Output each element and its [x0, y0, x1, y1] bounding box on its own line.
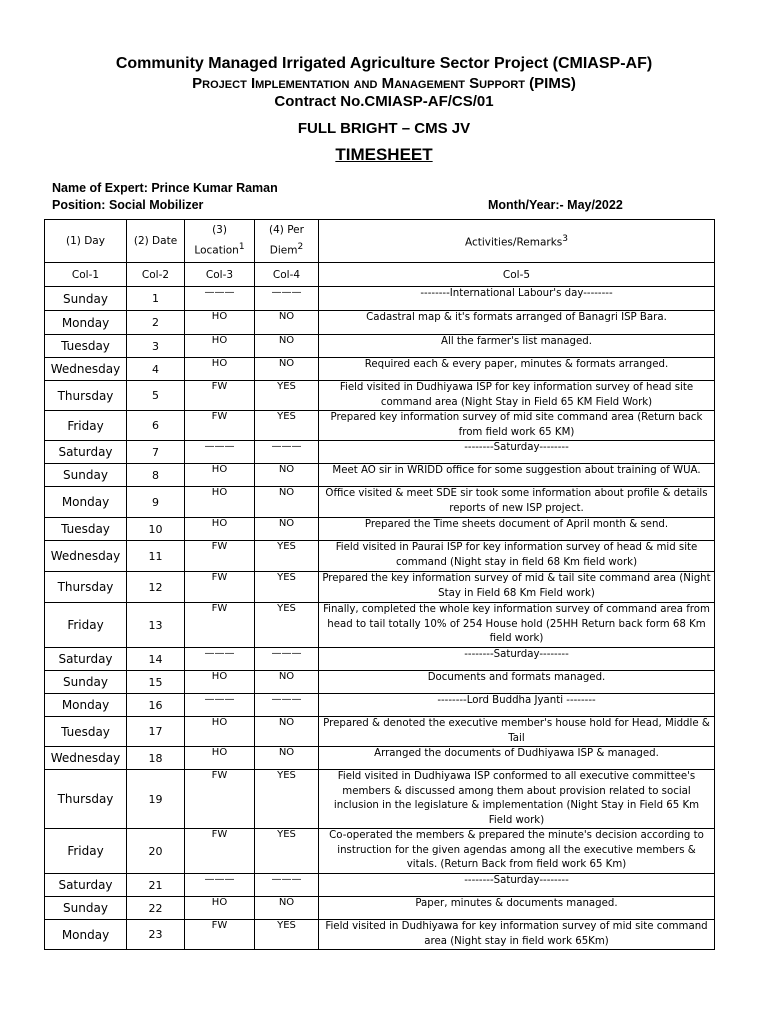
header-day: (1) Day: [45, 220, 127, 263]
activity-cell: Field visited in Dudhiyawa ISP for key information survey of head site command area (Night Stay in Field 65 KM Field Work): [319, 381, 715, 411]
activity-cell: Office visited & meet SDE sir took some information about profile & details reports of new ISP project.: [319, 487, 715, 518]
activity-cell: Field visited in Dudhiyawa for key information survey of mid site command area (Night stay in field work 65Km): [319, 920, 715, 950]
activity-cell: Prepared the key information survey of mid & tail site command area (Night Stay in Field 68 Km Field work): [319, 572, 715, 603]
activity-cell: All the farmer's list managed.: [319, 335, 715, 358]
table-row: [45, 335, 715, 358]
day-cell: Monday: [45, 694, 127, 717]
per-diem-cell: NO: [255, 311, 319, 335]
activity-cell: Prepared key information survey of mid site command area (Return back from field work 65 KM): [319, 411, 715, 441]
location-cell: HO: [185, 358, 255, 381]
table-row: [45, 381, 715, 411]
date-cell: 20: [127, 829, 185, 874]
month-year: Month/Year:- May/2022: [488, 198, 623, 212]
per-diem-cell: ———: [255, 648, 319, 671]
activity-cell: --------Saturday--------: [319, 874, 715, 897]
day-cell: Thursday: [45, 770, 127, 829]
per-diem-cell: YES: [255, 770, 319, 829]
day-cell: Saturday: [45, 874, 127, 897]
date-cell: 14: [127, 648, 185, 671]
day-cell: Tuesday: [45, 518, 127, 541]
day-cell: Monday: [45, 311, 127, 335]
activity-cell: Field visited in Paurai ISP for key information survey of head & mid site command (Night stay in field 68 Km field work): [319, 541, 715, 572]
table-row: [45, 829, 715, 874]
location-cell: FW: [185, 541, 255, 572]
per-diem-cell: NO: [255, 358, 319, 381]
day-cell: Friday: [45, 603, 127, 648]
table-row: [45, 411, 715, 441]
location-cell: ———: [185, 874, 255, 897]
location-cell: HO: [185, 464, 255, 487]
date-cell: 21: [127, 874, 185, 897]
location-cell: HO: [185, 487, 255, 518]
location-cell: HO: [185, 335, 255, 358]
project-title: Community Managed Irrigated Agriculture Sector Project (CMIASP-AF): [115, 55, 653, 72]
day-cell: Friday: [45, 411, 127, 441]
per-diem-cell: YES: [255, 920, 319, 950]
date-cell: 23: [127, 920, 185, 950]
day-cell: Sunday: [45, 287, 127, 311]
date-cell: 13: [127, 603, 185, 648]
per-diem-cell: NO: [255, 897, 319, 920]
col-label: Col-5: [319, 263, 715, 287]
document-title: TIMESHEET: [335, 145, 433, 164]
table-row: [45, 572, 715, 603]
table-row: [45, 311, 715, 335]
day-cell: Thursday: [45, 381, 127, 411]
location-cell: HO: [185, 717, 255, 747]
location-cell: HO: [185, 897, 255, 920]
date-cell: 15: [127, 671, 185, 694]
col-label: Col-4: [255, 263, 319, 287]
activity-cell: --------Lord Buddha Jyanti --------: [319, 694, 715, 717]
date-cell: 3: [127, 335, 185, 358]
col-label: Col-2: [127, 263, 185, 287]
header-location: (3) Location$^1$: [185, 220, 255, 263]
location-cell: FW: [185, 920, 255, 950]
location-cell: FW: [185, 603, 255, 648]
day-cell: Tuesday: [45, 335, 127, 358]
per-diem-cell: YES: [255, 541, 319, 572]
per-diem-cell: YES: [255, 381, 319, 411]
table-row: [45, 287, 715, 311]
location-cell: FW: [185, 572, 255, 603]
table-row: [45, 770, 715, 829]
timesheet-table: [44, 219, 715, 950]
location-cell: ———: [185, 287, 255, 311]
table-row: [45, 694, 715, 717]
day-cell: Sunday: [45, 671, 127, 694]
day-cell: Saturday: [45, 648, 127, 671]
table-row: [45, 920, 715, 950]
per-diem-cell: ———: [255, 694, 319, 717]
day-cell: Wednesday: [45, 747, 127, 770]
per-diem-cell: YES: [255, 411, 319, 441]
date-cell: 11: [127, 541, 185, 572]
table-row: [45, 874, 715, 897]
day-cell: Tuesday: [45, 717, 127, 747]
per-diem-cell: NO: [255, 518, 319, 541]
date-cell: 16: [127, 694, 185, 717]
date-cell: 22: [127, 897, 185, 920]
location-cell: ———: [185, 694, 255, 717]
activity-cell: Required each & every paper, minutes & formats arranged.: [319, 358, 715, 381]
expert-name: Name of Expert: Prince Kumar Raman: [52, 181, 278, 195]
day-cell: Wednesday: [45, 358, 127, 381]
table-row: [45, 358, 715, 381]
date-cell: 4: [127, 358, 185, 381]
activity-cell: --------International Labour's day--------: [319, 287, 715, 311]
consultant-name: FULL BRIGHT – CMS JV: [297, 120, 471, 137]
activity-cell: Meet AO sir in WRIDD office for some suggestion about training of WUA.: [319, 464, 715, 487]
header-date: (2) Date: [127, 220, 185, 263]
table-row: [45, 717, 715, 747]
activity-cell: Paper, minutes & documents managed.: [319, 897, 715, 920]
table-row: [45, 648, 715, 671]
per-diem-cell: NO: [255, 464, 319, 487]
header-per-diem: (4) Per Diem$^2$: [255, 220, 319, 263]
table-row: [45, 464, 715, 487]
table-row: [45, 518, 715, 541]
project-subtitle: Project Implementation and Management Support (PIMS): [192, 75, 576, 92]
date-cell: 5: [127, 381, 185, 411]
col-label: Col-3: [185, 263, 255, 287]
table-row: [45, 541, 715, 572]
date-cell: 19: [127, 770, 185, 829]
day-cell: Monday: [45, 920, 127, 950]
activity-cell: Arranged the documents of Dudhiyawa ISP & managed.: [319, 747, 715, 770]
date-cell: 6: [127, 411, 185, 441]
contract-number: Contract No.CMIASP-AF/CS/01: [274, 93, 494, 110]
date-cell: 10: [127, 518, 185, 541]
activity-cell: Prepared & denoted the executive member's house hold for Head, Middle & Tail: [319, 717, 715, 747]
per-diem-cell: ———: [255, 874, 319, 897]
per-diem-cell: NO: [255, 717, 319, 747]
per-diem-cell: YES: [255, 829, 319, 874]
per-diem-cell: NO: [255, 747, 319, 770]
table-row: [45, 603, 715, 648]
table-row: [45, 487, 715, 518]
location-cell: ———: [185, 648, 255, 671]
date-cell: 18: [127, 747, 185, 770]
date-cell: 17: [127, 717, 185, 747]
activity-cell: --------Saturday--------: [319, 441, 715, 464]
per-diem-cell: YES: [255, 603, 319, 648]
table-row: [45, 671, 715, 694]
date-cell: 8: [127, 464, 185, 487]
table-row: [45, 441, 715, 464]
activity-cell: Co-operated the members & prepared the minute's decision according to instruction for the given agendas among all the executive members & vitals. (Return Back from field work 65 Km): [319, 829, 715, 874]
location-cell: HO: [185, 747, 255, 770]
header-activities: Activities/Remarks$^3$: [319, 220, 715, 263]
location-cell: FW: [185, 411, 255, 441]
date-cell: 1: [127, 287, 185, 311]
day-cell: Sunday: [45, 464, 127, 487]
expert-position: Position: Social Mobilizer: [52, 198, 204, 212]
day-cell: Sunday: [45, 897, 127, 920]
activity-cell: Documents and formats managed.: [319, 671, 715, 694]
date-cell: 7: [127, 441, 185, 464]
activity-cell: Prepared the Time sheets document of April month & send.: [319, 518, 715, 541]
table-row: [45, 747, 715, 770]
activity-cell: --------Saturday--------: [319, 648, 715, 671]
location-cell: FW: [185, 829, 255, 874]
day-cell: Monday: [45, 487, 127, 518]
location-cell: HO: [185, 311, 255, 335]
day-cell: Saturday: [45, 441, 127, 464]
per-diem-cell: NO: [255, 335, 319, 358]
day-cell: Wednesday: [45, 541, 127, 572]
day-cell: Thursday: [45, 572, 127, 603]
location-cell: FW: [185, 381, 255, 411]
table-header-row: [45, 220, 715, 263]
date-cell: 9: [127, 487, 185, 518]
date-cell: 12: [127, 572, 185, 603]
per-diem-cell: YES: [255, 572, 319, 603]
activity-cell: Finally, completed the whole key information survey of command area from head to tail totally 10% of 254 House hold (25HH Return back form 68 Km field work): [319, 603, 715, 648]
date-cell: 2: [127, 311, 185, 335]
per-diem-cell: ———: [255, 287, 319, 311]
location-cell: HO: [185, 518, 255, 541]
location-cell: FW: [185, 770, 255, 829]
per-diem-cell: NO: [255, 487, 319, 518]
location-cell: ———: [185, 441, 255, 464]
column-label-row: [45, 263, 715, 287]
activity-cell: Cadastral map & it's formats arranged of Banagri ISP Bara.: [319, 311, 715, 335]
per-diem-cell: NO: [255, 671, 319, 694]
location-cell: HO: [185, 671, 255, 694]
activity-cell: Field visited in Dudhiyawa ISP conformed to all executive committee's members & discussed among them about provision related to social inclusion in the legislature & implementation (Night Stay in Field 65 Km Field work): [319, 770, 715, 829]
per-diem-cell: ———: [255, 441, 319, 464]
table-row: [45, 897, 715, 920]
col-label: Col-1: [45, 263, 127, 287]
day-cell: Friday: [45, 829, 127, 874]
